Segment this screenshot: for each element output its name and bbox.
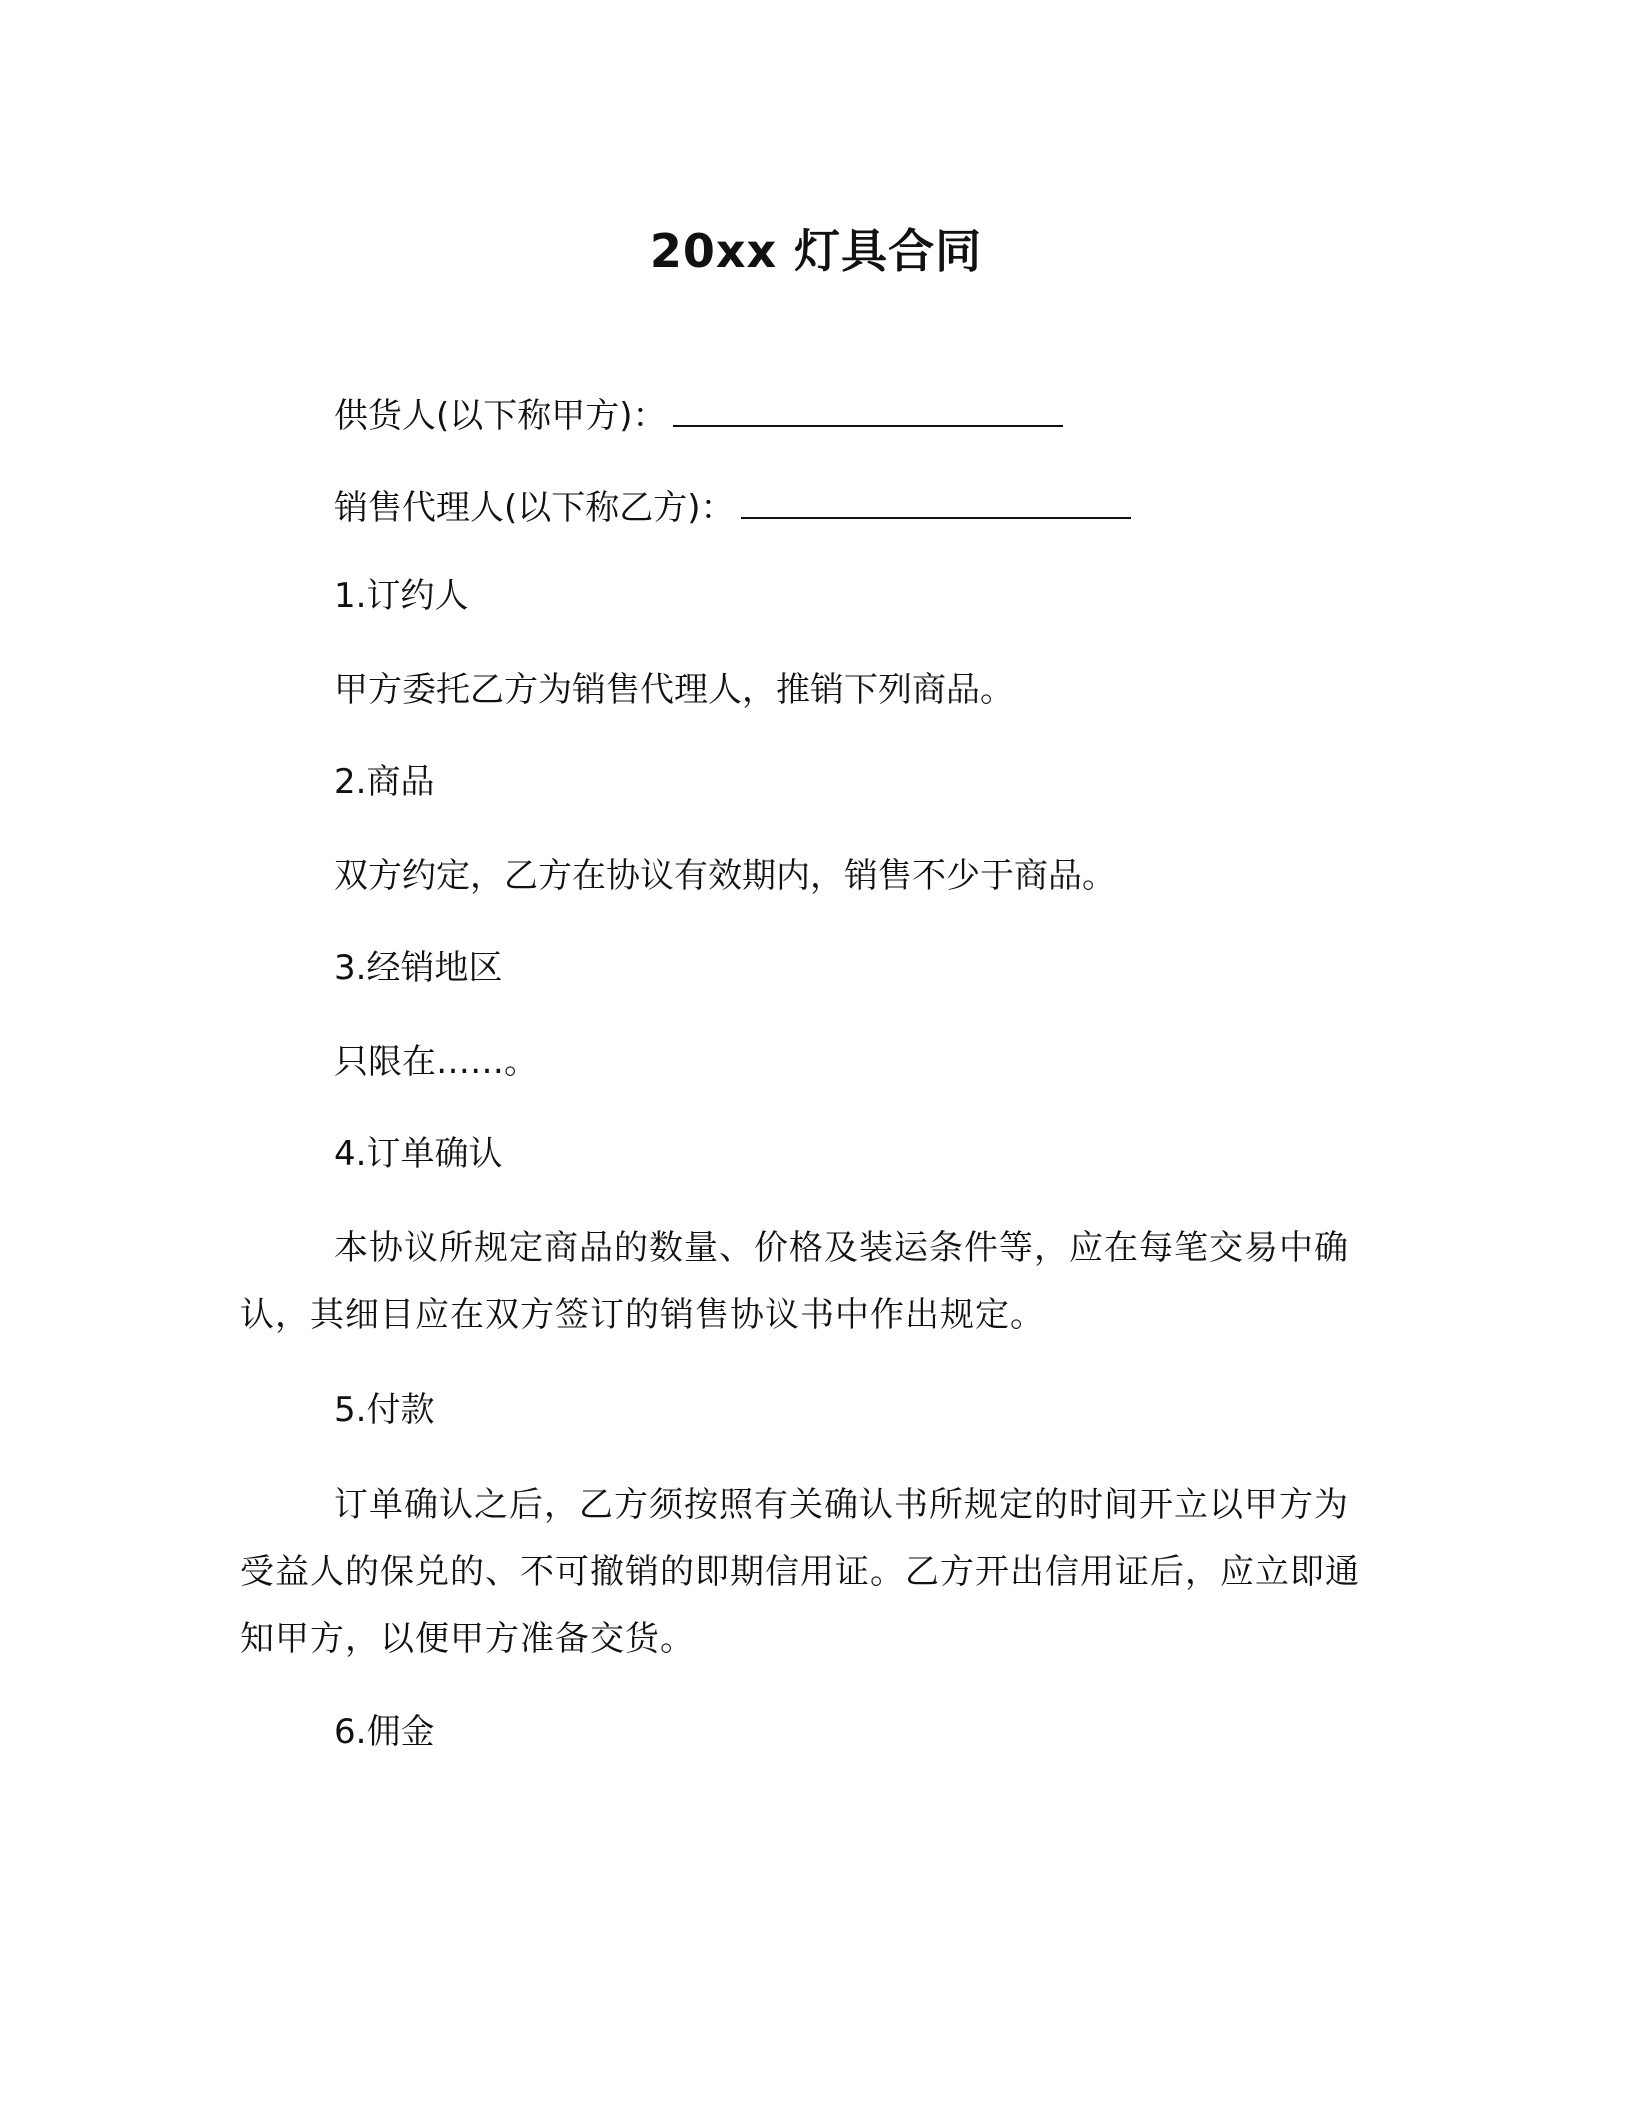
section-heading: 3.经销地区 (334, 948, 503, 988)
document-title: 20xx 灯具合同 (649, 224, 983, 278)
section-heading: 2.商品 (334, 762, 435, 802)
section-heading: 1.订约人 (334, 576, 469, 616)
party-b-blank (741, 491, 1131, 519)
section-body: 双方约定，乙方在协议有效期内，销售不少于商品。 (334, 856, 1116, 896)
party-a-line (334, 392, 1063, 440)
section-heading: 4.订单确认 (334, 1134, 503, 1174)
party-a-label: 供货人(以下称甲方)： (334, 396, 667, 436)
party-b-line (334, 484, 1131, 532)
party-b-label: 销售代理人(以下称乙方)： (334, 488, 735, 528)
section-heading: 5.付款 (334, 1390, 435, 1430)
party-a-blank (673, 399, 1063, 427)
section-body: 甲方委托乙方为销售代理人，推销下列商品。 (334, 670, 1014, 710)
section-body: 只限在……。 (334, 1042, 538, 1082)
section-body: 订单确认之后，乙方须按照有关确认书所规定的时间开立以甲方为受益人的保兑的、不可撤销的即期信用证。乙方开出信用证后，应立即通知甲方，以便甲方准备交货。 (240, 1485, 1360, 1659)
section-heading: 6.佣金 (334, 1712, 435, 1752)
section-body: 本协议所规定商品的数量、价格及装运条件等，应在每笔交易中确认，其细目应在双方签订的销售协议书中作出规定。 (240, 1228, 1349, 1335)
